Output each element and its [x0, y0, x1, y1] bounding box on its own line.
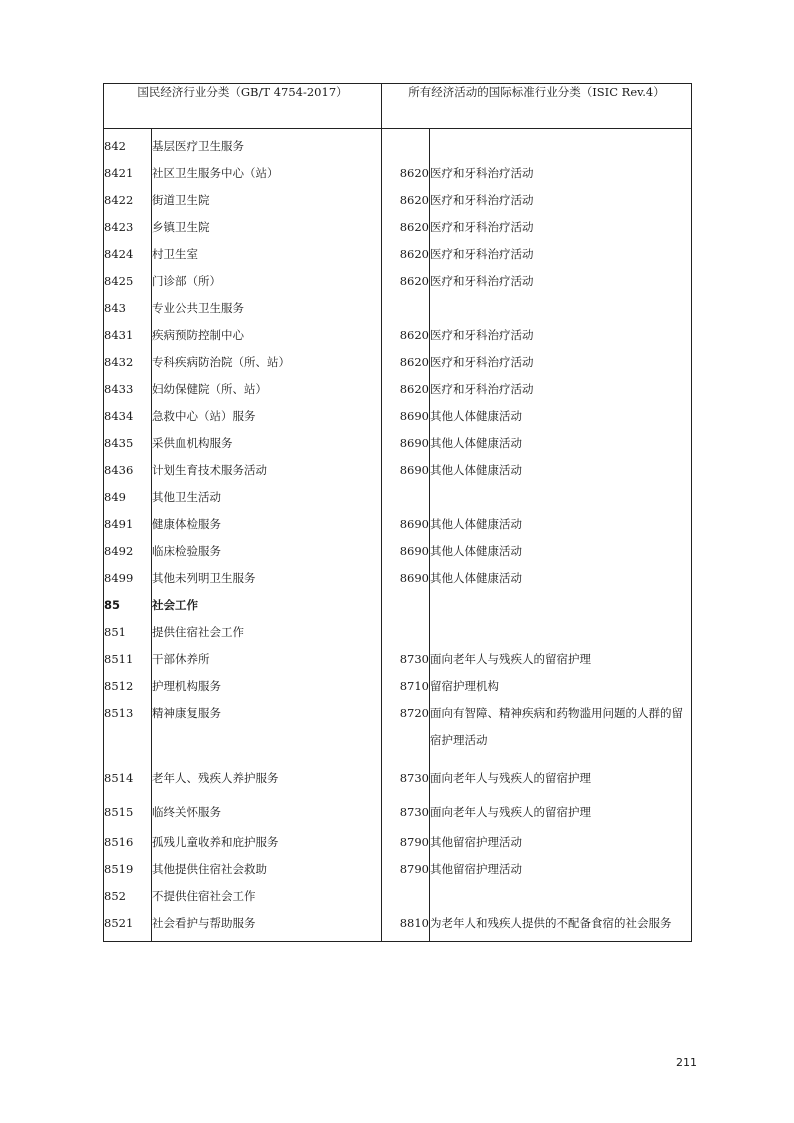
table-row: [104, 761, 692, 795]
gbt-name-cell: 其他提供住宿社会救助: [152, 856, 382, 883]
isic-name-cell: 其他人体健康活动: [430, 430, 692, 457]
header-gbt: 国民经济行业分类（GB/T 4754-2017）: [104, 84, 382, 129]
isic-code-cell: 8620: [382, 187, 430, 214]
gbt-name-cell: 村卫生室: [152, 241, 382, 268]
isic-code-cell: 8810: [382, 910, 430, 942]
table-row: [104, 160, 692, 187]
isic-name-cell: 其他人体健康活动: [430, 538, 692, 565]
table-row: [104, 511, 692, 538]
gbt-code-cell: 8512: [104, 673, 152, 700]
table-row: [104, 268, 692, 295]
gbt-code-cell: 8432: [104, 349, 152, 376]
gbt-name-cell: 其他卫生活动: [152, 484, 382, 511]
gbt-name-cell: 疾病预防控制中心: [152, 322, 382, 349]
gbt-name-cell: 提供住宿社会工作: [152, 619, 382, 646]
isic-name-cell: 医疗和牙科治疗活动: [430, 349, 692, 376]
table-row: [104, 883, 692, 910]
gbt-name-cell: 急救中心（站）服务: [152, 403, 382, 430]
isic-name-cell: [430, 484, 692, 511]
table-row: [104, 673, 692, 700]
gbt-code-cell: 8433: [104, 376, 152, 403]
table-row: [104, 295, 692, 322]
gbt-name-cell: 护理机构服务: [152, 673, 382, 700]
table-row: [104, 565, 692, 592]
gbt-name-cell: 临床检验服务: [152, 538, 382, 565]
gbt-name-cell: 乡镇卫生院: [152, 214, 382, 241]
isic-code-cell: 8720: [382, 700, 430, 761]
isic-code-cell: 8690: [382, 430, 430, 457]
table-row: [104, 592, 692, 619]
gbt-name-cell: 社区卫生服务中心（站）: [152, 160, 382, 187]
isic-name-cell: 医疗和牙科治疗活动: [430, 241, 692, 268]
isic-name-cell: [430, 883, 692, 910]
isic-code-cell: 8690: [382, 565, 430, 592]
isic-code-cell: 8620: [382, 214, 430, 241]
gbt-code-cell: 8519: [104, 856, 152, 883]
table-row: [104, 910, 692, 942]
isic-code-cell: [382, 129, 430, 161]
table-row: [104, 457, 692, 484]
isic-code-cell: 8690: [382, 457, 430, 484]
isic-name-cell: 医疗和牙科治疗活动: [430, 268, 692, 295]
isic-name-cell: 面向有智障、精神疾病和药物滥用问题的人群的留宿护理活动: [430, 700, 692, 761]
gbt-code-cell: 8492: [104, 538, 152, 565]
gbt-name-cell: 社会工作: [152, 592, 382, 619]
table-body: [104, 129, 692, 942]
isic-name-cell: [430, 592, 692, 619]
gbt-code-cell: 8423: [104, 214, 152, 241]
table-row: [104, 214, 692, 241]
isic-code-cell: 8690: [382, 538, 430, 565]
isic-code-cell: 8710: [382, 673, 430, 700]
gbt-name-cell: 其他未列明卫生服务: [152, 565, 382, 592]
isic-name-cell: 面向老年人与残疾人的留宿护理: [430, 795, 692, 829]
table-row: [104, 619, 692, 646]
isic-name-cell: 医疗和牙科治疗活动: [430, 160, 692, 187]
isic-code-cell: 8620: [382, 322, 430, 349]
isic-name-cell: 其他人体健康活动: [430, 511, 692, 538]
gbt-code-cell: 849: [104, 484, 152, 511]
gbt-code-cell: 8425: [104, 268, 152, 295]
gbt-name-cell: 干部休养所: [152, 646, 382, 673]
gbt-name-cell: 社会看护与帮助服务: [152, 910, 382, 942]
gbt-name-cell: 精神康复服务: [152, 700, 382, 761]
isic-code-cell: 8790: [382, 856, 430, 883]
gbt-code-cell: 8421: [104, 160, 152, 187]
isic-name-cell: 医疗和牙科治疗活动: [430, 214, 692, 241]
isic-code-cell: [382, 295, 430, 322]
table-row: [104, 484, 692, 511]
isic-code-cell: 8620: [382, 376, 430, 403]
table-row: [104, 538, 692, 565]
table-row: [104, 187, 692, 214]
gbt-code-cell: 842: [104, 129, 152, 161]
table-row: [104, 376, 692, 403]
gbt-code-cell: 8434: [104, 403, 152, 430]
gbt-code-cell: 8435: [104, 430, 152, 457]
gbt-name-cell: 采供血机构服务: [152, 430, 382, 457]
table-row: [104, 700, 692, 761]
gbt-code-cell: 8516: [104, 829, 152, 856]
table-row: [104, 129, 692, 161]
isic-name-cell: 其他留宿护理活动: [430, 856, 692, 883]
isic-code-cell: 8690: [382, 403, 430, 430]
gbt-name-cell: 临终关怀服务: [152, 795, 382, 829]
isic-name-cell: 其他人体健康活动: [430, 403, 692, 430]
gbt-code-cell: 85: [104, 592, 152, 619]
table-row: [104, 646, 692, 673]
isic-name-cell: 留宿护理机构: [430, 673, 692, 700]
isic-code-cell: 8620: [382, 349, 430, 376]
isic-name-cell: [430, 129, 692, 161]
gbt-code-cell: 8499: [104, 565, 152, 592]
isic-code-cell: 8690: [382, 511, 430, 538]
isic-code-cell: 8730: [382, 795, 430, 829]
gbt-name-cell: 妇幼保健院（所、站）: [152, 376, 382, 403]
isic-name-cell: 其他人体健康活动: [430, 565, 692, 592]
isic-name-cell: [430, 619, 692, 646]
table-row: [104, 856, 692, 883]
isic-code-cell: 8730: [382, 761, 430, 795]
isic-name-cell: 其他人体健康活动: [430, 457, 692, 484]
gbt-name-cell: 基层医疗卫生服务: [152, 129, 382, 161]
classification-table: [103, 83, 692, 942]
gbt-code-cell: 8514: [104, 761, 152, 795]
table-row: [104, 241, 692, 268]
gbt-name-cell: 计划生育技术服务活动: [152, 457, 382, 484]
gbt-code-cell: 8431: [104, 322, 152, 349]
isic-name-cell: [430, 295, 692, 322]
gbt-code-cell: 8422: [104, 187, 152, 214]
gbt-name-cell: 不提供住宿社会工作: [152, 883, 382, 910]
isic-code-cell: [382, 619, 430, 646]
isic-name-cell: 医疗和牙科治疗活动: [430, 187, 692, 214]
gbt-code-cell: 851: [104, 619, 152, 646]
isic-name-cell: 为老年人和残疾人提供的不配备食宿的社会服务: [430, 910, 692, 942]
table-row: [104, 322, 692, 349]
gbt-name-cell: 老年人、残疾人养护服务: [152, 761, 382, 795]
page-number: 211: [676, 1056, 697, 1069]
table-row: [104, 795, 692, 829]
gbt-code-cell: 8521: [104, 910, 152, 942]
isic-code-cell: [382, 592, 430, 619]
isic-name-cell: 面向老年人与残疾人的留宿护理: [430, 646, 692, 673]
gbt-code-cell: 8513: [104, 700, 152, 761]
isic-name-cell: 医疗和牙科治疗活动: [430, 376, 692, 403]
gbt-code-cell: 8515: [104, 795, 152, 829]
isic-code-cell: [382, 883, 430, 910]
gbt-name-cell: 孤残儿童收养和庇护服务: [152, 829, 382, 856]
isic-code-cell: 8620: [382, 241, 430, 268]
isic-code-cell: [382, 484, 430, 511]
isic-name-cell: 其他留宿护理活动: [430, 829, 692, 856]
gbt-code-cell: 8436: [104, 457, 152, 484]
table-row: [104, 430, 692, 457]
gbt-code-cell: 8491: [104, 511, 152, 538]
gbt-name-cell: 健康体检服务: [152, 511, 382, 538]
gbt-code-cell: 852: [104, 883, 152, 910]
table-row: [104, 349, 692, 376]
table-row: [104, 403, 692, 430]
gbt-code-cell: 8511: [104, 646, 152, 673]
isic-name-cell: 医疗和牙科治疗活动: [430, 322, 692, 349]
gbt-code-cell: 843: [104, 295, 152, 322]
table-row: [104, 829, 692, 856]
gbt-name-cell: 街道卫生院: [152, 187, 382, 214]
table-header-row: [104, 84, 692, 129]
isic-code-cell: 8620: [382, 268, 430, 295]
isic-code-cell: 8620: [382, 160, 430, 187]
isic-code-cell: 8730: [382, 646, 430, 673]
gbt-code-cell: 8424: [104, 241, 152, 268]
gbt-name-cell: 专科疾病防治院（所、站）: [152, 349, 382, 376]
gbt-name-cell: 门诊部（所）: [152, 268, 382, 295]
isic-code-cell: 8790: [382, 829, 430, 856]
gbt-name-cell: 专业公共卫生服务: [152, 295, 382, 322]
header-isic: 所有经济活动的国际标准行业分类（ISIC Rev.4）: [382, 84, 692, 129]
isic-name-cell: 面向老年人与残疾人的留宿护理: [430, 761, 692, 795]
